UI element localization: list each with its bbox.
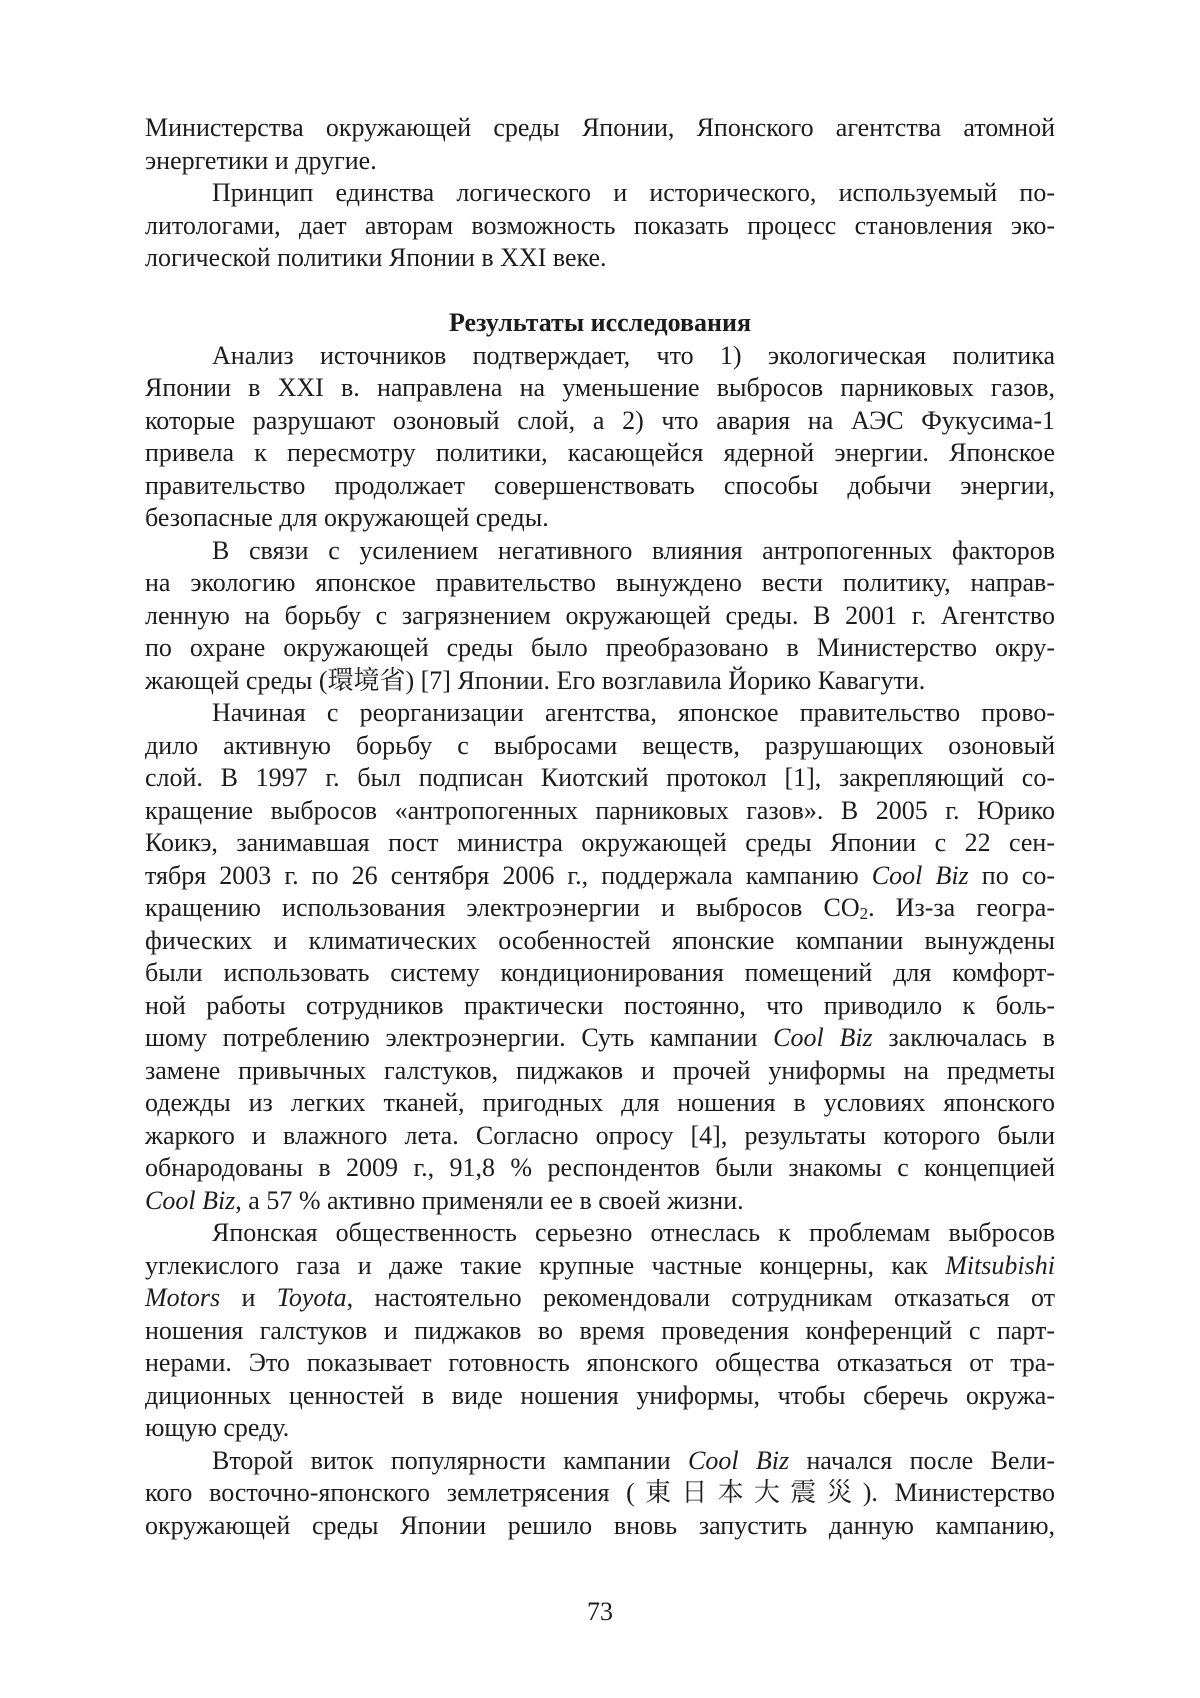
text-line [145,1185,1055,1218]
text-run: были использовать систему кондиционирования помещений для комфорт- [145,958,1055,987]
text-run: логической политики Японии в XXI веке. [145,243,607,272]
text-run: , а 57 % активно применяли ее в своей жизни. [235,1185,744,1215]
text-line [145,1250,1055,1283]
italic-text-run: Cool Biz [773,1023,873,1052]
text-run: правительство продолжает совершенствовать способы добычи энергии, [145,470,1055,500]
text-run: . Из-за геогра- [868,893,1055,922]
text-line [145,632,1055,665]
text-run: тября 2003 г. по 26 сентября 2006 г., поддержала кампанию [145,860,872,890]
text-line [145,177,1055,210]
text-line [145,892,1055,925]
text-run: привела к пересмотру политики, касающейся ядерной энергии. Японское [145,438,1055,467]
text-line [145,242,1055,275]
text-run: углекислого газа и даже такие крупные частные концерны, как [145,1250,946,1280]
text-line [145,665,1055,698]
text-line [145,1477,1055,1510]
text-line [145,1380,1055,1413]
text-run: Японии в XXI в. направлена на уменьшение выбросов парниковых газов, [145,373,1055,402]
text-run: Анализ источников подтверждает, что 1) экологическая политика [212,340,1055,370]
text-run: В связи с усилением негативного влияния антропогенных факторов [212,535,1055,565]
italic-text-run: Toyota [276,1283,347,1312]
text-line [145,1445,1055,1478]
text-line [145,957,1055,990]
text-run: Начиная с реорганизации агентства, японское правительство прово- [212,698,1055,727]
blank-line [145,275,1055,308]
text-run: кращению использования электроэнергии и выбросов CO [145,893,860,922]
italic-text-run: Cool Biz [145,1185,236,1215]
text-run: начался после Вели- [789,1445,1055,1475]
italic-text-run: Cool Biz [871,860,969,890]
text-run: Результаты исследования [448,308,752,337]
text-run: кого восточно-японского землетрясения (東日本大震災). Министерство [145,1478,1055,1507]
text-line [145,535,1055,568]
text-line [145,1087,1055,1120]
text-run: шому потреблению электроэнергии. Суть кампании [145,1023,774,1052]
text-line [145,1152,1055,1185]
text-run: ленную на борьбу с загрязнением окружающей среды. В 2001 г. Агентство [145,600,1055,630]
text-line [145,340,1055,373]
text-line [145,1022,1055,1055]
text-line [145,1217,1055,1250]
text-run: ющую среду. [145,1413,290,1442]
text-run: Принцип единства логического и исторического, используемый по- [212,178,1055,207]
text-run: дило активную борьбу с выбросами веществ, разрушающих озоновый [145,730,1055,760]
text-line [145,990,1055,1023]
text-line [145,1412,1055,1445]
section-heading [145,307,1055,340]
text-line [145,567,1055,600]
text-run: обнародованы в 2009 г., 91,8 % респондентов были знакомы с концепцией [145,1153,1055,1182]
italic-text-run: Mitsubishi [945,1250,1055,1280]
text-line [145,1347,1055,1380]
text-run: по со- [968,860,1055,890]
text-run: Японская общественность серьезно отнеслась к проблемам выбросов [212,1218,1055,1247]
text-line [145,1120,1055,1153]
text-line [145,145,1055,178]
text-line [145,502,1055,535]
text-line [145,697,1055,730]
subscript-run: 2 [859,904,869,924]
text-line [145,730,1055,763]
text-run: на экологию японское правительство вынуждено вести политику, направ- [145,568,1055,597]
text-run: Коикэ, занимавшая пост министра окружающей среды Японии с 22 сен- [145,828,1055,857]
text-line [145,1055,1055,1088]
italic-text-run: Cool Biz [687,1445,790,1475]
text-run: Второй виток популярности кампании [212,1445,688,1475]
italic-text-run: Motors [145,1283,221,1312]
text-run: и [220,1283,277,1312]
text-line [145,860,1055,893]
text-run: , настоятельно рекомендовали сотрудникам отказаться от [346,1283,1055,1312]
text-run: кращение выбросов «антропогенных парниковых газов». В 2005 г. Юрико [145,795,1055,825]
text-run: литологами, дает авторам возможность показать процесс становления эко- [145,210,1055,240]
text-run: которые разрушают озоновый слой, а 2) что авария на АЭС Фукусима-1 [145,405,1055,435]
text-line [145,795,1055,828]
text-run: жающей среды (環境省) [7] Японии. Его возглавила Йорико Кавагути. [145,665,926,695]
text-run: окружающей среды Японии решило вновь запустить данную кампанию, [145,1510,1055,1540]
text-run: ношения галстуков и пиджаков во время проведения конференций с парт- [145,1315,1055,1345]
text-run: Министерства окружающей среды Японии, Японского агентства атомной [145,113,1055,142]
text-run: заключалась в [872,1023,1055,1052]
text-line [145,1315,1055,1348]
page-number: 73 [587,1597,613,1626]
text-run: энергетики и другие. [145,145,377,175]
text-run: безопасные для окружающей среды. [145,503,549,532]
text-run: по охране окружающей среды было преобразовано в Министерство окру- [145,633,1055,662]
text-line [145,372,1055,405]
text-line [145,470,1055,503]
text-line [145,1282,1055,1315]
text-line [145,437,1055,470]
text-run: замене привычных галстуков, пиджаков и прочей униформы на предметы [145,1055,1055,1085]
text-line [145,827,1055,860]
text-run: одежды из легких тканей, пригодных для ношения в условиях японского [145,1088,1055,1117]
text-run: слой. В 1997 г. был подписан Киотский протокол [1], закрепляющий со- [145,763,1055,792]
text-run: фических и климатических особенностей японские компании вынуждены [145,925,1055,955]
text-run: жаркого и влажного лета. Согласно опросу [4], результаты которого были [145,1120,1055,1150]
text-line [145,600,1055,633]
text-run: ной работы сотрудников практически постоянно, что приводило к боль- [145,990,1055,1020]
text-line [145,1510,1055,1543]
text-column [145,112,1055,1542]
text-line [145,925,1055,958]
text-line [145,762,1055,795]
text-run: нерами. Это показывает готовность японского общества отказаться от тра- [145,1348,1055,1377]
text-line [145,210,1055,243]
text-line [145,405,1055,438]
text-run: диционных ценностей в виде ношения униформы, чтобы сберечь окружа- [145,1380,1055,1410]
text-line [145,112,1055,145]
